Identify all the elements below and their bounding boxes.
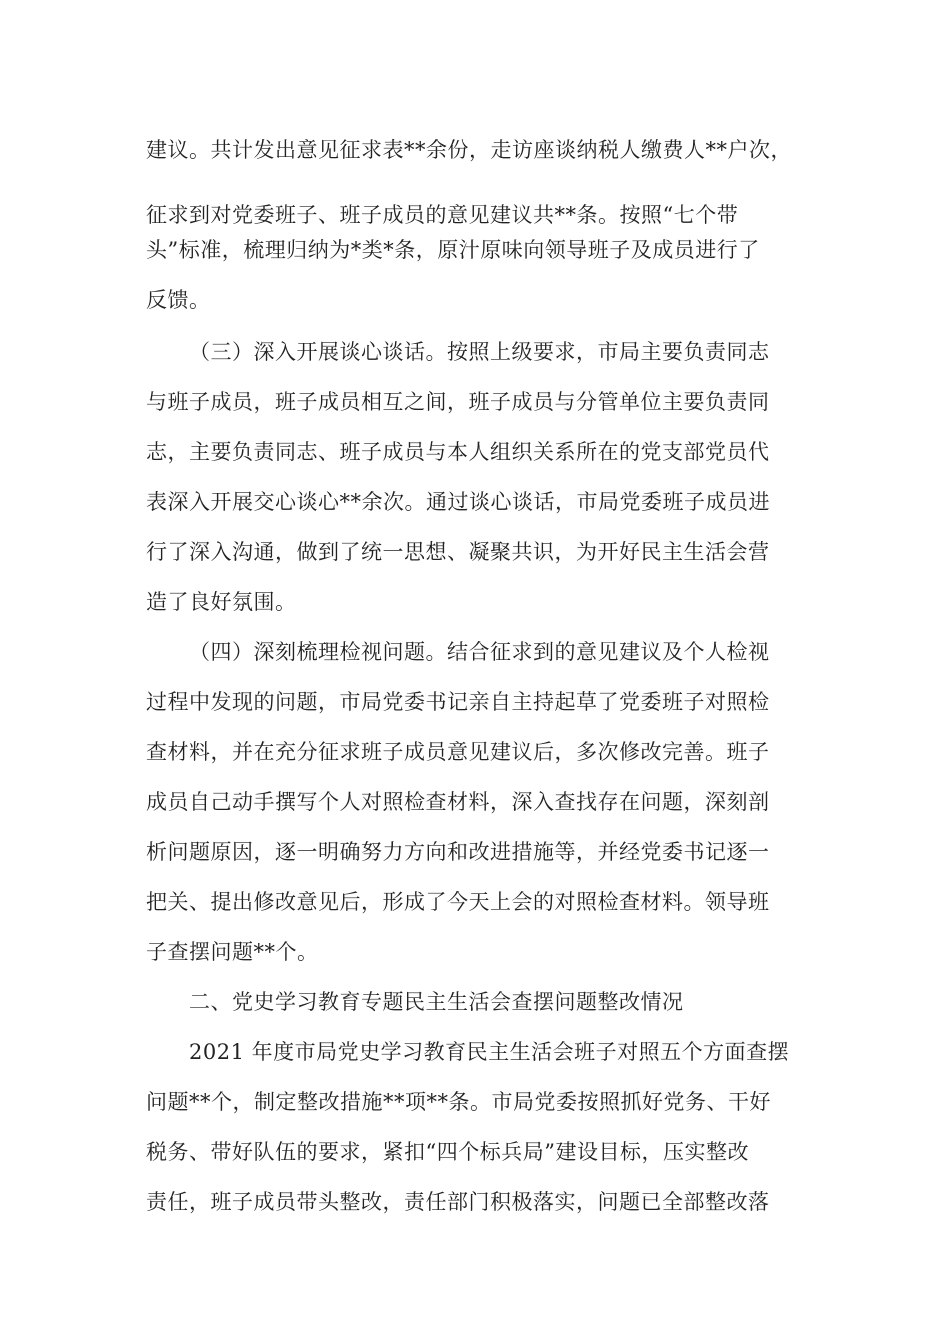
paragraph-line: 行了深入沟通，做到了统一思想、凝聚共识，为开好民主生活会营	[146, 540, 770, 564]
paragraph-line: 志，主要负责同志、班子成员与本人组织关系所在的党支部党员代	[146, 440, 770, 464]
section-heading-4: （四）深刻梳理检视问题。结合征求到的意见建议及个人检视	[189, 640, 770, 664]
paragraph-line: 建议。共计发出意见征求表**余份，走访座谈纳税人缴费人**户次，	[146, 138, 792, 162]
paragraph-line: 反馈。	[146, 288, 211, 312]
section-heading-3: （三）深入开展谈心谈话。按照上级要求，市局主要负责同志	[189, 340, 770, 364]
paragraph-line: 成员自己动手撰写个人对照检查材料，深入查找存在问题，深刻剖	[146, 790, 770, 814]
paragraph-line: 析问题原因，逐一明确努力方向和改进措施等，并经党委书记逐一	[146, 840, 770, 864]
paragraph-line: 税务、带好队伍的要求，紧扣“四个标兵局”建设目标，压实整改	[146, 1140, 749, 1164]
paragraph-line: 造了良好氛围。	[146, 590, 297, 614]
chapter-heading-2: 二、党史学习教育专题民主生活会查摆问题整改情况	[189, 990, 684, 1014]
paragraph-line: 头”标准，梳理归纳为*类*条，原汁原味向领导班子及成员进行了	[146, 238, 760, 262]
paragraph-line: 子查摆问题**个。	[146, 940, 319, 964]
paragraph-line: 查材料，并在充分征求班子成员意见建议后，多次修改完善。班子	[146, 740, 770, 764]
paragraph-line: 2021 年度市局党史学习教育民主生活会班子对照五个方面查摆	[189, 1040, 790, 1064]
paragraph-line: 表深入开展交心谈心**余次。通过谈心谈话，市局党委班子成员进	[146, 490, 770, 514]
paragraph-line: 责任，班子成员带头整改，责任部门积极落实，问题已全部整改落	[146, 1190, 770, 1214]
paragraph-line: 把关、提出修改意见后，形成了今天上会的对照检查材料。领导班	[146, 890, 770, 914]
paragraph-line: 过程中发现的问题，市局党委书记亲自主持起草了党委班子对照检	[146, 690, 770, 714]
paragraph-line: 问题**个，制定整改措施**项**条。市局党委按照抓好党务、干好	[146, 1090, 771, 1114]
paragraph-line: 征求到对党委班子、班子成员的意见建议共**条。按照“七个带	[146, 203, 739, 227]
paragraph-line: 与班子成员，班子成员相互之间，班子成员与分管单位主要负责同	[146, 390, 770, 414]
